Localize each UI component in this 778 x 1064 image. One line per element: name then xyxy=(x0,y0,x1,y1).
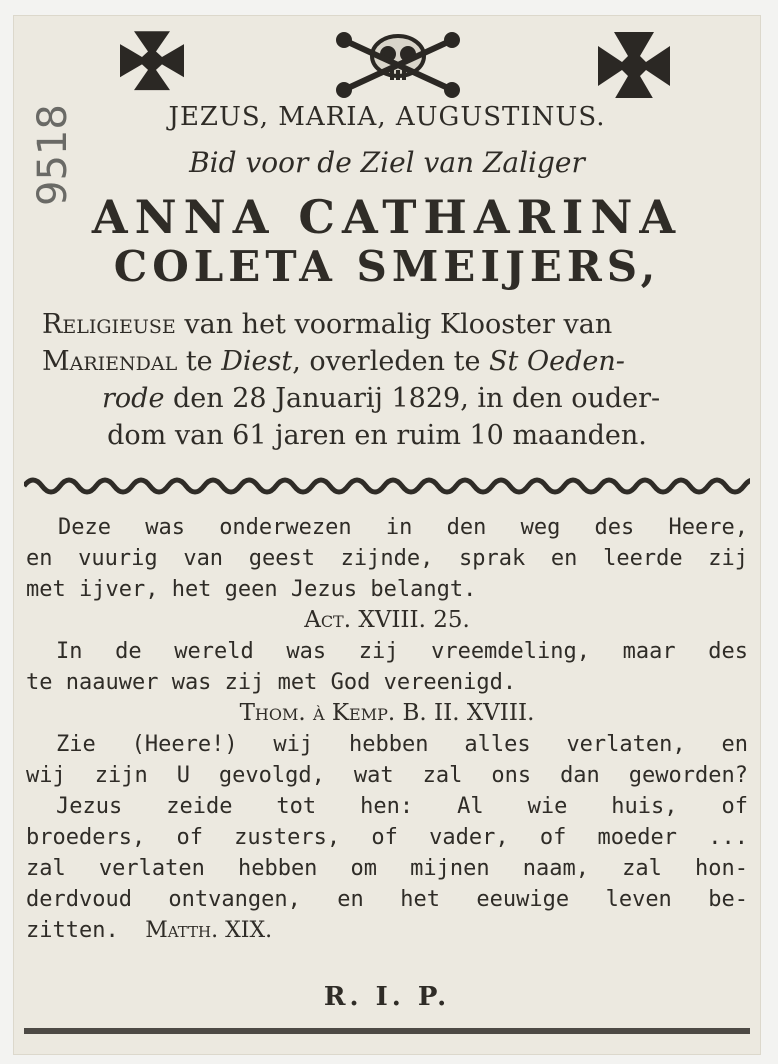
bio-text: van het voormalig Klooster van xyxy=(175,309,613,340)
quote-reference: Matth. XIX. xyxy=(145,918,273,943)
quote-reference: Act. XVIII. 25. xyxy=(304,607,470,633)
skull-crossbones-icon xyxy=(338,34,458,96)
bio-text: , overleden te xyxy=(292,346,490,377)
quote-line: Jezus zeide tot hen: Al wie huis, of xyxy=(56,794,748,819)
bio-text: den 28 Januarij 1829, in den ouder- xyxy=(164,383,661,414)
quote-line: Zie (Heere!) wij hebben alles verlaten, en xyxy=(56,732,748,757)
name-line-1: ANNA CATHARINA xyxy=(91,190,683,244)
name-line-2: COLETA SMEIJERS, xyxy=(113,242,661,291)
quote-line: wij zijn U gevolgd, wat zal ons dan geworden? xyxy=(26,763,748,788)
quote-line: zal verlaten hebben om mijnen naam, zal hon- xyxy=(26,856,748,881)
quote-line: derdvoud ontvangen, en het eeuwige leven be- xyxy=(26,887,748,912)
memorial-card xyxy=(14,16,760,1054)
wave-divider xyxy=(24,476,750,496)
bio-text: dom van 61 jaren en ruim 10 maanden. xyxy=(107,420,647,451)
quote-line: In de wereld was zij vreemdeling, maar des xyxy=(56,639,748,664)
bio-convent: Mariendal xyxy=(42,346,178,377)
biography xyxy=(42,306,752,454)
quote-line: met ijver, het geen Jezus belangt. xyxy=(26,577,477,602)
bio-place: rode xyxy=(102,383,165,414)
quote-reference: Thom. à Kemp. B. II. XVIII. xyxy=(239,700,535,726)
quote-line: broeders, of zusters, of vader, of moeder ... xyxy=(26,825,748,850)
bio-role: Religieuse xyxy=(42,309,176,340)
quote-line: te naauwer was zij met God vereenigd. xyxy=(26,670,517,695)
ornament-row xyxy=(14,28,760,98)
scripture-block xyxy=(26,512,748,946)
prayer-line: Bid voor de Ziel van Zaliger xyxy=(189,146,585,179)
bio-text: te xyxy=(177,346,222,377)
quote-line: Deze was onderwezen in den weg des Heere, xyxy=(58,515,748,540)
bottom-rule xyxy=(24,1028,750,1034)
bio-place: St Oeden- xyxy=(489,346,625,377)
cross-pattee-icon xyxy=(120,31,184,90)
quote-line: zitten. xyxy=(26,918,119,943)
archive-number: 9518 xyxy=(30,104,76,206)
rip-closing: R. I. P. xyxy=(323,982,451,1012)
bio-place: Diest xyxy=(221,346,293,377)
heading: JEZUS, MARIA, AUGUSTINUS. xyxy=(168,102,606,132)
cross-pattee-icon xyxy=(598,32,670,98)
quote-line: en vuurig van geest zijnde, sprak en leerde zij xyxy=(26,546,748,571)
